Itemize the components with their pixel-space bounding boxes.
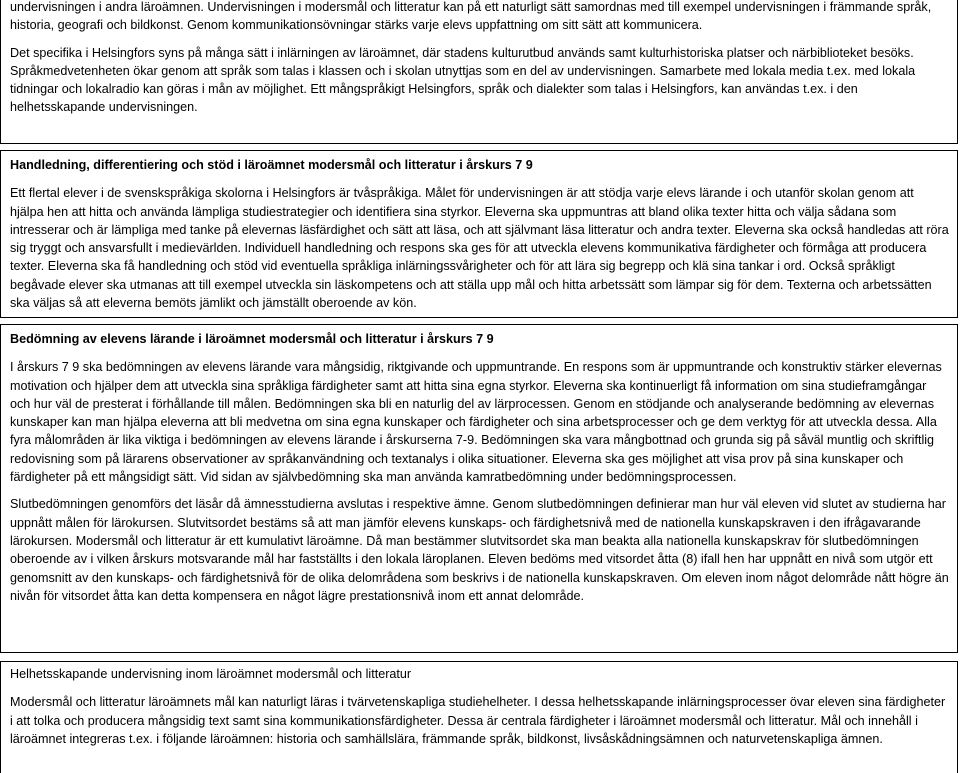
section-guidance <box>0 150 958 318</box>
section-assessment <box>0 324 958 653</box>
intro-paragraph-1: undervisningen i andra läroämnen. Undervisningen i modersmål och litteratur kan på ett naturligt sätt samordnas med till exempel undervisningen i främmande språk, historia, geografi och bildkonst. Genom kommunikationsövningar stärks varje elevs uppfattning om sitt sätt att kommunicera. <box>10 0 932 33</box>
section-intro <box>0 0 958 144</box>
guidance-paragraph: Ett flertal elever i de svenskspråkiga skolorna i Helsingfors är tvåspråkiga. Målet för undervisningen är att stödja varje elevs lärande i och utanför skolan genom att hjälpa hen att hitta och använda lämpliga studiestrategier och identifiera sina styrkor. Eleverna ska uppmuntras att bland olika texter hitta och välja sådana som intresserar och är lämpliga med tanke på elevernas läsfärdighet och sätt att läsa, och att självmant läsa litteratur och andra texter. Eleverna ska också handledas att röra sig tryggt och ansvarsfullt i medievärlden. Individuell handledning och respons ska ges för att utveckla elevens kommunikativa färdigheter och förmåga att producera texter. Eleverna ska få handledning och stöd vid eventuella språkliga inlärningssvårigheter och för att lära sig begrepp och klä sina tankar i ord. Också språkligt begåvade elever ska utmanas att till exempel utveckla sin läskompetens och att ställa upp mål och hitta arbetssätt som lämpar sig för dem. Texterna och arbetssätten ska väljas så att eleverna bemöts jämlikt och jämställt oberoende av kön. <box>10 186 949 311</box>
intro-paragraph-2: Det specifika i Helsingfors syns på många sätt i inlärningen av läroämnet, där stadens kulturutbud används samt kulturhistoriska platser och närbiblioteket besöks. Språkmedvetenheten ökar genom att språk som talas i klassen och i skolan utnyttjas som en del av undervisningen. Samarbete med lokala media t.ex. med lokala tidningar och lokalradio kan göras i mån av möjlighet. Ett mångspråkigt Helsingfors, språk och dialekter som talas i Helsingfors, kan användas t.ex. i den helhetsskapande undervisningen. <box>10 45 916 115</box>
integrative-heading: Helhetsskapande undervisning inom läroämnet modersmål och litteratur <box>10 667 412 681</box>
section-integrative <box>0 661 958 773</box>
assessment-paragraph-2: Slutbedömningen genomförs det läsår då ämnesstudierna avslutas i respektive ämne. Genom slutbedömningen definierar man hur väl eleven vid slutet av studierna har uppnått målen för lärokursen. Slutvitsordet bestäms så att man jämför elevens kunskaps- och färdighetsnivå med de nationella kunskapskraven i den ifrågavarande lärokursen. Modersmål och litteratur är ett kumulativt läroämne. Då man bestämmer slutvitsordet ska man beakta alla nationella kunskapskrav för slutbedömningen oberoende av i vilken årskurs motsvarande mål har fastställts i den lokala läroplanen. Eleven bedöms med vitsordet åtta (8) ifall hen har uppnått en nivå som utgör ett genomsnitt av den kunskaps- och färdighetsnivå för de olika delområdena som beskrivs i de nationella kunskapskraven. Om eleven inom något delområde nått högre än nivån för vitsordet åtta kan detta kompensera en något lägre prestationsnivå inom ett annat delområde. <box>10 497 949 603</box>
assessment-paragraph-1: I årskurs 7 9 ska bedömningen av elevens lärande vara mångsidig, riktgivande och uppmuntrande. En respons som är uppmuntrande och konstruktiv stärker elevernas motivation och hjälper dem att utveckla sina språkliga färdigheter samt att hitta sina egna styrkor. Eleverna ska kontinuerligt få information om sina studieframgångar och hur väl de presterat i förhållande till målen. Bedömningen ska bli en naturlig del av lärprocessen. Genom en stödjande och analyserande bedömning av elevernas kunskaper kan man hjälpa eleverna att bli medvetna om sina egna kunskaper och färdigheter och sina arbetsprocesser och ge dem verktyg för att utveckla dessa. Alla fyra målområden är lika viktiga i bedömningen av elevens lärande i årskurserna 7-9. Bedömningen ska vara mångbottnad och grunda sig på såväl muntlig och skriftlig redovisning som på lärarens observationer av språkanvändning och textanalys i olika situationer. Eleverna ska ges möjlighet att visa prov på sina kunskaper och färdigheter på ett mångsidigt sätt. Vid sidan av självbedömning ska man använda kamratbedömning under bedömningsprocessen. <box>10 360 942 485</box>
guidance-heading: Handledning, differentiering och stöd i läroämnet modersmål och litteratur i årskurs 7 9 <box>10 158 533 172</box>
integrative-paragraph: Modersmål och litteratur läroämnets mål kan naturligt läras i tvärvetenskapliga studiehelheter. I dessa helhetsskapande inlärningsprocesser övar eleven sina färdigheter i att tolka och producera mångsidig text samt sina kommunikationsfärdigheter. Dessa är centrala färdigheter i läroämnet modersmål och litteratur. Mål och innehåll i läroämnet integreras t.ex. i följande läroämnen: historia och samhällslära, främmande språk, bildkonst, livsåskådningsämnen och naturvetenskapliga ämnen. <box>10 695 946 746</box>
assessment-heading: Bedömning av elevens lärande i läroämnet modersmål och litteratur i årskurs 7 9 <box>10 332 494 346</box>
